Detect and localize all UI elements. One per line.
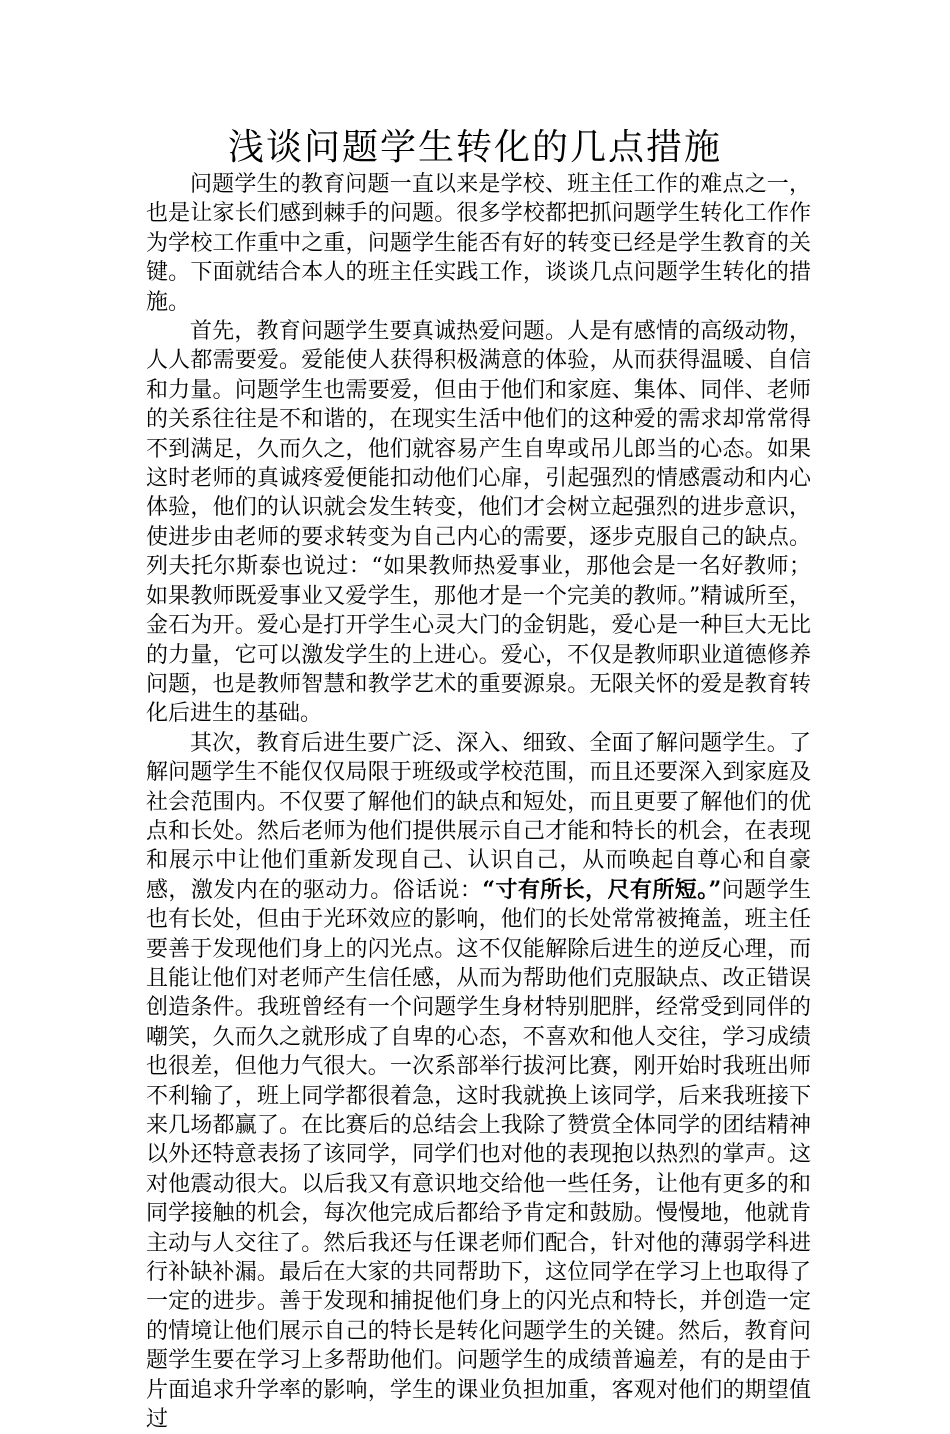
- document-body: [146, 170, 811, 1434]
- paragraph-intro: 问题学生的教育问题一直以来是学校、班主任工作的难点之一，也是让家长们感到棘手的问题。很多学校都把抓问题学生转化工作作为学校工作重中之重，问题学生能否有好的转变已经是学生教育的关键。下面就结合本人的班主任实践工作，谈谈几点问题学生转化的措施。: [146, 172, 811, 315]
- proverb-quote: “寸有所长，尺有所短。”: [482, 876, 722, 903]
- document-title: 浅谈问题学生转化的几点措施: [227, 127, 722, 168]
- paragraph-understanding-text-2: 问题学生也有长处，但由于光环效应的影响，他们的长处常常被掩盖，班主任要善于发现他们身上的闪光点。这不仅能解除后进生的逆反心理，而且能让他们对老师产生信任感，从而为帮助他们克服缺点、改正错误创造条件。我班曾经有一个问题学生身材特别肥胖，经常受到同伴的嘲笑，久而久之就形成了自卑的心态，不喜欢和他人交往，学习成绩也很差，但他力气很大。一次系部举行拔河比赛，刚开始时我班出师不利输了，班上同学都很着急，这时我就换上该同学，后来我班接下来几场都赢了。在比赛后的总结会上我除了赞赏全体同学的团结精神以外还特意表扬了该同学，同学们也对他的表现抱以热烈的掌声。这对他震动很大。以后我又有意识地交给他一些任务，让他有更多的和同学接触的机会，每次他完成后都给予肯定和鼓励。慢慢地，他就肯主动与人交往了。然后我还与任课老师们配合，针对他的薄弱学科进行补缺补漏。最后在大家的共同帮助下，这位同学在学习上也取得了一定的进步。善于发现和捕捉他们身上的闪光点和特长，并创造一定的情境让他们展示自己的特长是转化问题学生的关键。然后，教育问题学生要在学习上多帮助他们。问题学生的成绩普遍差，有的是由于片面追求升学率的影响，学生的课业负担加重，客观对他们的期望值过: [146, 877, 811, 1433]
- paragraph-understanding: [146, 729, 811, 1434]
- paragraph-understanding-text-1: 其次，教育后进生要广泛、深入、细致、全面了解问题学生。了解问题学生不能仅仅局限于班级或学校范围，而且还要深入到家庭及社会范围内。不仅要了解他们的缺点和短处，而且更要了解他们的优点和长处。然后老师为他们提供展示自己才能和特长的机会，在表现和展示中让他们重新发现自己、认识自己，从而唤起自尊心和自豪感，激发内在的驱动力。俗话说：: [146, 730, 811, 903]
- paragraph-love: 首先，教育问题学生要真诚热爱问题。人是有感情的高级动物，人人都需要爱。爱能使人获得积极满意的体验，从而获得温暖、自信和力量。问题学生也需要爱，但由于他们和家庭、集体、同伴、老师的关系往往是不和谐的，在现实生活中他们的这种爱的需求却常常得不到满足，久而久之，他们就容易产生自卑或吊儿郎当的心态。如果这时老师的真诚疼爱便能扣动他们心扉，引起强烈的情感震动和内心体验，他们的认识就会发生转变，他们才会树立起强烈的进步意识，使进步由老师的要求转变为自己内心的需要，逐步克服自己的缺点。列夫托尔斯泰也说过：“如果教师热爱事业，那他会是一名好教师；如果教师既爱事业又爱学生，那他才是一个完美的教师。”精诚所至，金石为开。爱心是打开学生心灵大门的金钥匙，爱心是一种巨大无比的力量，它可以激发学生的上进心。爱心，不仅是教师职业道德修养问题，也是教师智慧和教学艺术的重要源泉。无限关怀的爱是教育转化后进生的基础。: [146, 319, 811, 727]
